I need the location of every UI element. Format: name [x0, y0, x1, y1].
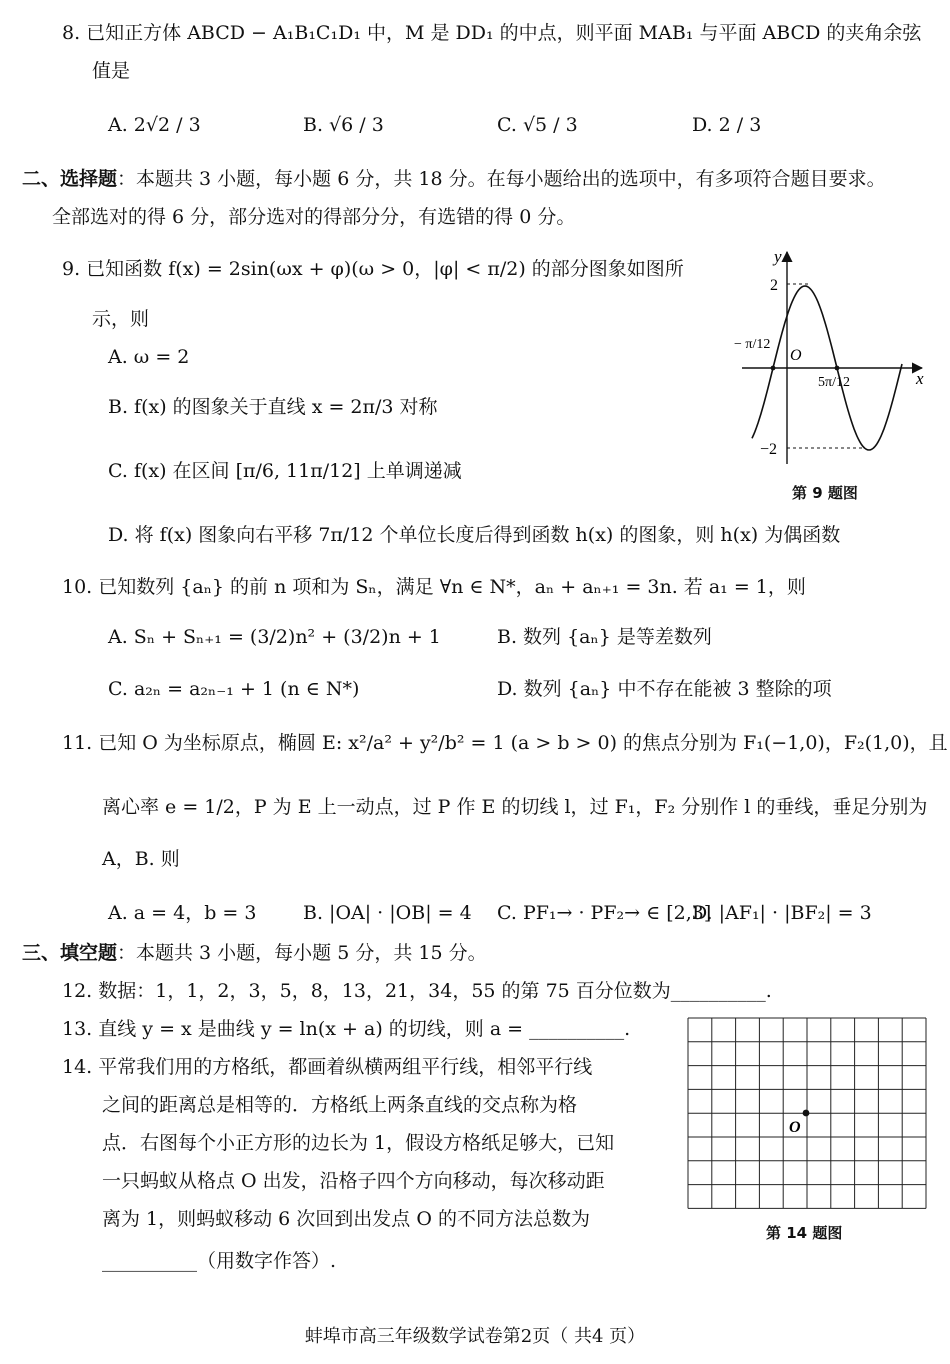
q14-figure-caption: 第 14 题图 [766, 1224, 843, 1242]
q10-option-a: A. Sₙ + Sₙ₊₁ = (3/2)n² + (3/2)n + 1 [108, 626, 441, 648]
q9-stem-line2: 示，则 [92, 308, 150, 330]
q14-stem-line2: 之间的距离总是相等的．方格纸上两条直线的交点称为格 [102, 1094, 578, 1116]
q9-option-b: B. f(x) 的图象关于直线 x = 2π/3 对称 [108, 396, 438, 418]
q9-y-bottom-label: −2 [760, 441, 778, 458]
section3-line1: ：本题共 3 小题，每小题 5 分，共 15 分。 [117, 942, 487, 964]
section3-title: 三、填空题 [22, 942, 118, 964]
q14-stem-line3: 点．右图每个小正方形的边长为 1，假设方格纸足够大，已知 [102, 1132, 615, 1154]
q11-stem-line1: 11. 已知 O 为坐标原点，椭圆 E: x²/a² + y²/b² = 1 (a > b > 0) 的焦点分别为 F₁(−1,0)，F₂(1,0)，且 [62, 732, 948, 754]
q9-option-c: C. f(x) 在区间 [π/6, 11π/12] 上单调递减 [108, 460, 462, 482]
page-footer: 蚌埠市高三年级数学试卷第2页（ 共4 页） [304, 1326, 646, 1347]
q9-x-label: x [916, 369, 924, 388]
q8-stem-line2: 值是 [92, 60, 131, 82]
q14-stem-line1: 14. 平常我们用的方格纸，都画着纵横两组平行线，相邻平行线 [62, 1056, 593, 1078]
q11-option-c: C. PF₁→ · PF₂→ ∈ [2,3] [497, 902, 712, 924]
q10-stem: 10. 已知数列 {aₙ} 的前 n 项和为 Sₙ，满足 ∀n ∈ N*，aₙ + aₙ₊₁ = 3n. 若 a₁ = 1，则 [62, 576, 806, 598]
q9-zero-point-left [771, 366, 776, 371]
q12-stem: 12. 数据：1，1，2，3，5，8，13，21，34，55 的第 75 百分位数为__________. [62, 980, 772, 1002]
q11-stem-line3: A，B. 则 [102, 848, 180, 870]
q14-grid-figure [686, 1016, 930, 1212]
q11-option-d: D. |AF₁| · |BF₂| = 3 [692, 902, 872, 924]
q14-stem-line6: __________（用数字作答）. [102, 1250, 337, 1272]
q9-y-top-label: 2 [770, 277, 778, 294]
q11-stem-line2: 离心率 e = 1/2，P 为 E 上一动点，过 P 作 E 的切线 l，过 F₁，F₂ 分别作 l 的垂线，垂足分别为 [102, 796, 928, 818]
q10-option-d: D. 数列 {aₙ} 中不存在能被 3 整除的项 [497, 678, 832, 700]
q9-graph-figure [730, 242, 930, 474]
q8-option-a: A. 2√2 / 3 [108, 114, 201, 136]
q10-option-b: B. 数列 {aₙ} 是等差数列 [497, 626, 712, 648]
q13-stem: 13. 直线 y = x 是曲线 y = ln(x + a) 的切线，则 a = __________. [62, 1018, 631, 1040]
section2-line2: 全部选对的得 6 分，部分选对的得部分分，有选错的得 0 分。 [52, 206, 576, 228]
q8-option-c: C. √5 / 3 [497, 114, 578, 136]
q9-y-label: y [774, 247, 782, 266]
section3-header [22, 940, 487, 966]
q9-stem-line1: 9. 已知函数 f(x) = 2sin(ωx + φ)(ω > 0，|φ| < π/2) 的部分图象如图所 [62, 258, 684, 280]
q9-option-d: D. 将 f(x) 图象向右平移 7π/12 个单位长度后得到函数 h(x) 的图象，则 h(x) 为偶函数 [108, 524, 841, 546]
q8-option-d: D. 2 / 3 [692, 114, 762, 136]
q9-x-left-label: − π/12 [734, 337, 771, 352]
q9-zero-point-right [835, 366, 840, 371]
q8-option-b: B. √6 / 3 [303, 114, 384, 136]
q9-x-right-label: 5π/12 [818, 375, 850, 390]
q8-stem-line1: 8. 已知正方体 ABCD − A₁B₁C₁D₁ 中，M 是 DD₁ 的中点，则平面 MAB₁ 与平面 ABCD 的夹角余弦 [62, 22, 922, 44]
q14-stem-line5: 离为 1，则蚂蚁移动 6 次回到出发点 O 的不同方法总数为 [102, 1208, 590, 1230]
q14-origin-label: O [789, 1119, 801, 1136]
q14-stem-line4: 一只蚂蚁从格点 O 出发，沿格子四个方向移动，每次移动距 [102, 1170, 605, 1192]
q9-figure-caption: 第 9 题图 [792, 484, 858, 502]
q11-option-a: A. a = 4，b = 3 [108, 902, 257, 924]
section2-line1: ：本题共 3 小题，每小题 6 分，共 18 分。在每小题给出的选项中，有多项符合题目要求。 [117, 168, 886, 190]
q10-option-c: C. a₂ₙ = a₂ₙ₋₁ + 1 (n ∈ N*) [108, 678, 360, 700]
section2-header [22, 166, 886, 192]
q14-origin-point [803, 1110, 810, 1117]
q11-option-b: B. |OA| · |OB| = 4 [303, 902, 472, 924]
q9-option-a: A. ω = 2 [108, 346, 190, 368]
q9-origin-label: O [790, 347, 802, 364]
section2-title: 二、选择题 [22, 168, 118, 190]
